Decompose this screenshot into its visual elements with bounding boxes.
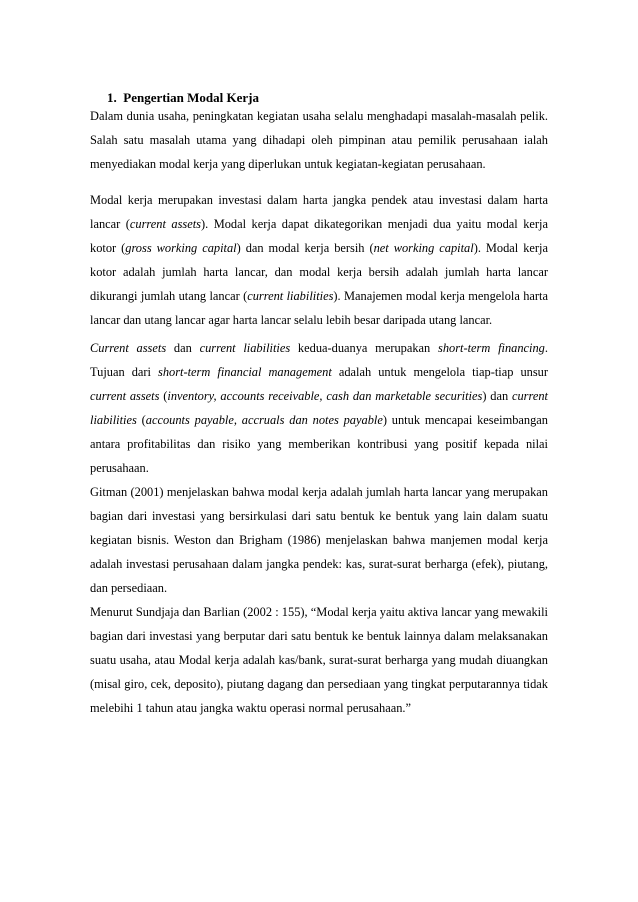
paragraph-gitman (90, 480, 548, 600)
text-run: kedua-duanya merupakan (290, 341, 438, 355)
italic-term: net working capital (373, 241, 474, 255)
text-run: ( (159, 389, 168, 403)
paragraph-short-term-financing (90, 336, 548, 480)
paragraph-sundjaja (90, 600, 548, 720)
paragraph-definition (90, 188, 548, 332)
text-run: ) dan modal kerja bersih ( (236, 241, 374, 255)
text-run: ). Modal kerja kotor adalah jumlah harta lancar, dan modal kerja bersih adalah jumlah harta lancar dikurangi jumlah utang lancar ( (90, 241, 548, 303)
text-run: Dalam dunia usaha, peningkatan kegiatan usaha selalu menghadapi masalah-masalah pelik. Salah satu masalah utama yang dihadapi oleh pimpinan atau pemilik perusahaan ialah menyediakan modal kerja yang diperlukan untuk kegiatan-kegiatan perusahaan. (90, 109, 548, 171)
text-run: adalah untuk mengelola tiap-tiap unsur (331, 365, 548, 379)
italic-term: current assets (129, 217, 201, 231)
italic-term: inventory, accounts receivable, cash dan marketable securities (167, 389, 483, 403)
section-title: Pengertian Modal Kerja (123, 90, 259, 105)
text-run: . Tujuan dari (90, 341, 548, 379)
italic-term: short-term financial management (158, 365, 332, 379)
paragraph-intro (90, 104, 548, 176)
text-run: ) untuk mencapai keseimbangan antara profitabilitas dan risiko yang memberikan kontribusi yang positif kepada nilai perusahaan. (90, 413, 548, 475)
italic-term: current assets (90, 389, 160, 403)
text-run: Modal kerja merupakan investasi dalam harta jangka pendek atau investasi dalam harta lancar ( (90, 193, 548, 231)
text-run: ). Modal kerja dapat dikategorikan menjadi dua yaitu modal kerja kotor ( (90, 217, 548, 255)
section-number: 1. (107, 90, 117, 105)
text-run: ) dan (482, 389, 512, 403)
text-run: Gitman (2001) menjelaskan bahwa modal kerja adalah jumlah harta lancar yang merupakan bagian dari investasi yang bersirkulasi dari satu bentuk ke bentuk yang lain dalam suatu kegiatan bisnis. Weston dan Brigham (1986) menjelaskan bahwa manjemen modal kerja adalah investasi perusahaan dalam jangka pendek: kas, surat-surat berharga (efek), piutang, dan persediaan. (90, 485, 548, 595)
text-run: ). Manajemen modal kerja mengelola harta lancar dan utang lancar agar harta lancar selalu lebih besar daripada utang lancar. (90, 289, 548, 327)
italic-term: current liabilities (199, 341, 291, 355)
italic-term: current liabilities (247, 289, 334, 303)
italic-term: accounts payable, accruals dan notes payable (145, 413, 383, 427)
text-run: ( (136, 413, 146, 427)
italic-term: Current assets (90, 341, 167, 355)
italic-term: current liabilities (90, 389, 548, 427)
italic-term: gross working capital (125, 241, 237, 255)
text-run: dan (166, 341, 200, 355)
italic-term: short-term financing (438, 341, 545, 355)
text-run: Menurut Sundjaja dan Barlian (2002 : 155), “Modal kerja yaitu aktiva lancar yang mewakili bagian dari investasi yang berputar dari satu bentuk ke bentuk lainnya dalam melaksanakan suatu usaha, atau Modal kerja adalah kas/bank, surat-surat berharga yang mudah diuangkan (misal giro, cek, deposito), piutang dagang dan persediaan yang tingkat perputarannya tidak melebihi 1 tahun atau jangka waktu operasi normal perusahaan.” (90, 605, 548, 715)
